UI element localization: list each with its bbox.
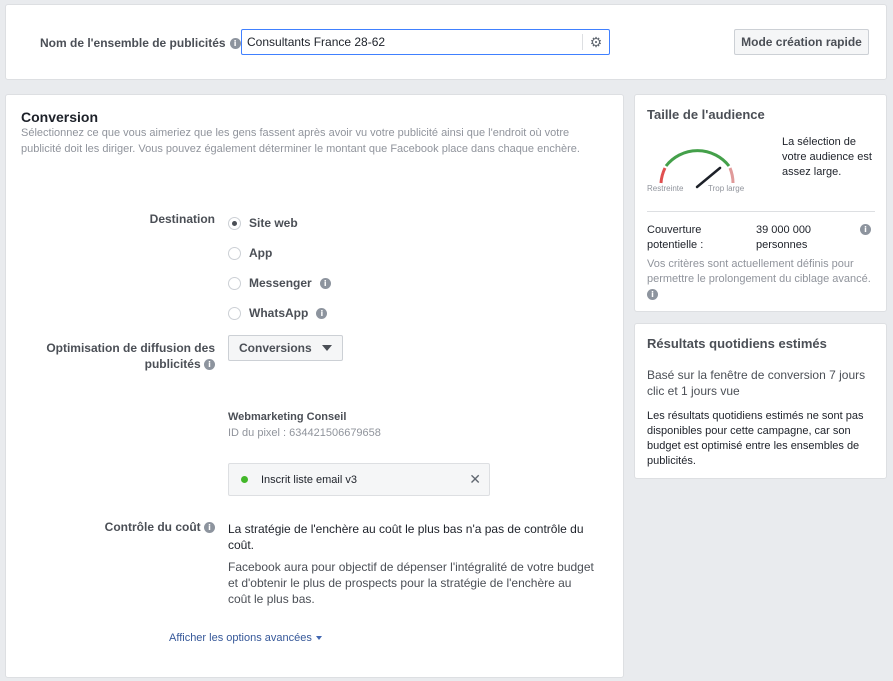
adset-name-field[interactable] bbox=[241, 29, 610, 55]
gear-icon[interactable]: ⚙ bbox=[589, 33, 603, 50]
pixel-id: ID du pixel : 634421506679658 bbox=[228, 427, 381, 439]
conversion-panel bbox=[5, 94, 624, 678]
info-icon[interactable]: i bbox=[316, 308, 327, 319]
cost-control-label: Contrôle du coût bbox=[104, 520, 201, 534]
caret-down-icon bbox=[322, 345, 332, 351]
optimization-label: Optimisation de diffusion des publicités bbox=[46, 341, 215, 371]
destination-option-label: App bbox=[249, 246, 273, 260]
destination-option-label: Messenger bbox=[249, 276, 312, 290]
info-icon[interactable]: i bbox=[320, 278, 331, 289]
gauge-pink-segment bbox=[730, 168, 733, 183]
info-icon[interactable]: i bbox=[230, 38, 241, 49]
divider bbox=[647, 211, 875, 212]
caret-down-icon bbox=[316, 636, 322, 640]
cost-control-text: La stratégie de l'enchère au coût le plus bas n'a pas de contrôle du coût. bbox=[228, 522, 584, 552]
optimization-value: Conversions bbox=[239, 341, 312, 355]
close-icon[interactable]: ✕ bbox=[469, 471, 481, 487]
coverage-value: 39 000 000 personnes bbox=[756, 224, 812, 251]
conversion-event-chip[interactable] bbox=[228, 463, 490, 496]
section-title: Conversion bbox=[21, 109, 99, 125]
audience-size-panel bbox=[634, 94, 887, 312]
gauge-right-label: Trop large bbox=[708, 184, 745, 193]
destination-option-label: Site web bbox=[249, 216, 298, 230]
adset-name-label: Nom de l'ensemble de publicités bbox=[40, 36, 226, 50]
cost-control-detail: Facebook aura pour objectif de dépenser l'intégralité de votre budget et d'obtenir le plus de prospects pour la stratégie de l'enchère au coût le plus bas. bbox=[228, 560, 594, 606]
advanced-options-link[interactable] bbox=[169, 632, 322, 644]
radio-icon[interactable] bbox=[228, 307, 241, 320]
optimization-dropdown[interactable] bbox=[228, 335, 343, 361]
status-dot-icon bbox=[241, 476, 248, 483]
coverage-label: Couverture potentielle : bbox=[647, 224, 704, 251]
daily-results-title: Résultats quotidiens estimés bbox=[647, 336, 827, 351]
radio-icon[interactable] bbox=[228, 277, 241, 290]
radio-icon[interactable] bbox=[228, 247, 241, 260]
gauge-red-segment bbox=[661, 168, 665, 183]
advanced-options-label[interactable]: Afficher les options avancées bbox=[169, 632, 312, 644]
destination-option-whatsapp[interactable] bbox=[228, 306, 327, 320]
info-icon[interactable]: i bbox=[204, 359, 215, 370]
gauge-left-label: Restreinte bbox=[647, 184, 684, 193]
pixel-name: Webmarketing Conseil bbox=[228, 411, 347, 423]
destination-option-label: WhatsApp bbox=[249, 306, 309, 320]
radio-selected-icon[interactable] bbox=[228, 217, 241, 230]
section-description: Sélectionnez ce que vous aimeriez que les gens fassent après avoir vu votre publicité ainsi que l'endroit où votre publicité doit les diriger. Vous pouvez également déterminer le montant que Facebook place dans chaque enchère. bbox=[21, 127, 580, 155]
optimization-label-row bbox=[35, 340, 215, 372]
conversion-event-name: Inscrit liste email v3 bbox=[261, 473, 357, 486]
daily-results-panel bbox=[634, 323, 887, 479]
destination-label: Destination bbox=[149, 212, 215, 226]
audience-note bbox=[647, 257, 877, 302]
info-icon[interactable]: i bbox=[647, 289, 658, 300]
adset-name-panel bbox=[5, 4, 887, 80]
adset-name-label-row bbox=[40, 36, 241, 50]
destination-option-messenger[interactable] bbox=[228, 276, 331, 290]
audience-note-text: Vos critères sont actuellement définis pour permettre le prolongement du ciblage avancé. bbox=[647, 258, 871, 285]
destination-option-site-web[interactable] bbox=[228, 216, 298, 230]
gauge-description: La sélection de votre audience est assez large. bbox=[782, 136, 872, 178]
adset-name-input[interactable] bbox=[242, 31, 582, 53]
cost-control-label-row bbox=[105, 519, 215, 535]
results-unavailable-text: Les résultats quotidiens estimés ne sont pas disponibles pour cette campagne, car son budget est optimisé entre les ensembles de publicités. bbox=[647, 410, 864, 467]
info-icon[interactable]: i bbox=[860, 224, 871, 235]
info-icon[interactable]: i bbox=[204, 522, 215, 533]
conversion-window-text: Basé sur la fenêtre de conversion 7 jours clic et 1 jours vue bbox=[647, 368, 866, 398]
quick-creation-mode-button[interactable]: Mode création rapide bbox=[734, 29, 869, 55]
gauge-green-segment bbox=[666, 151, 729, 166]
audience-title: Taille de l'audience bbox=[647, 107, 765, 122]
destination-option-app[interactable] bbox=[228, 246, 272, 260]
